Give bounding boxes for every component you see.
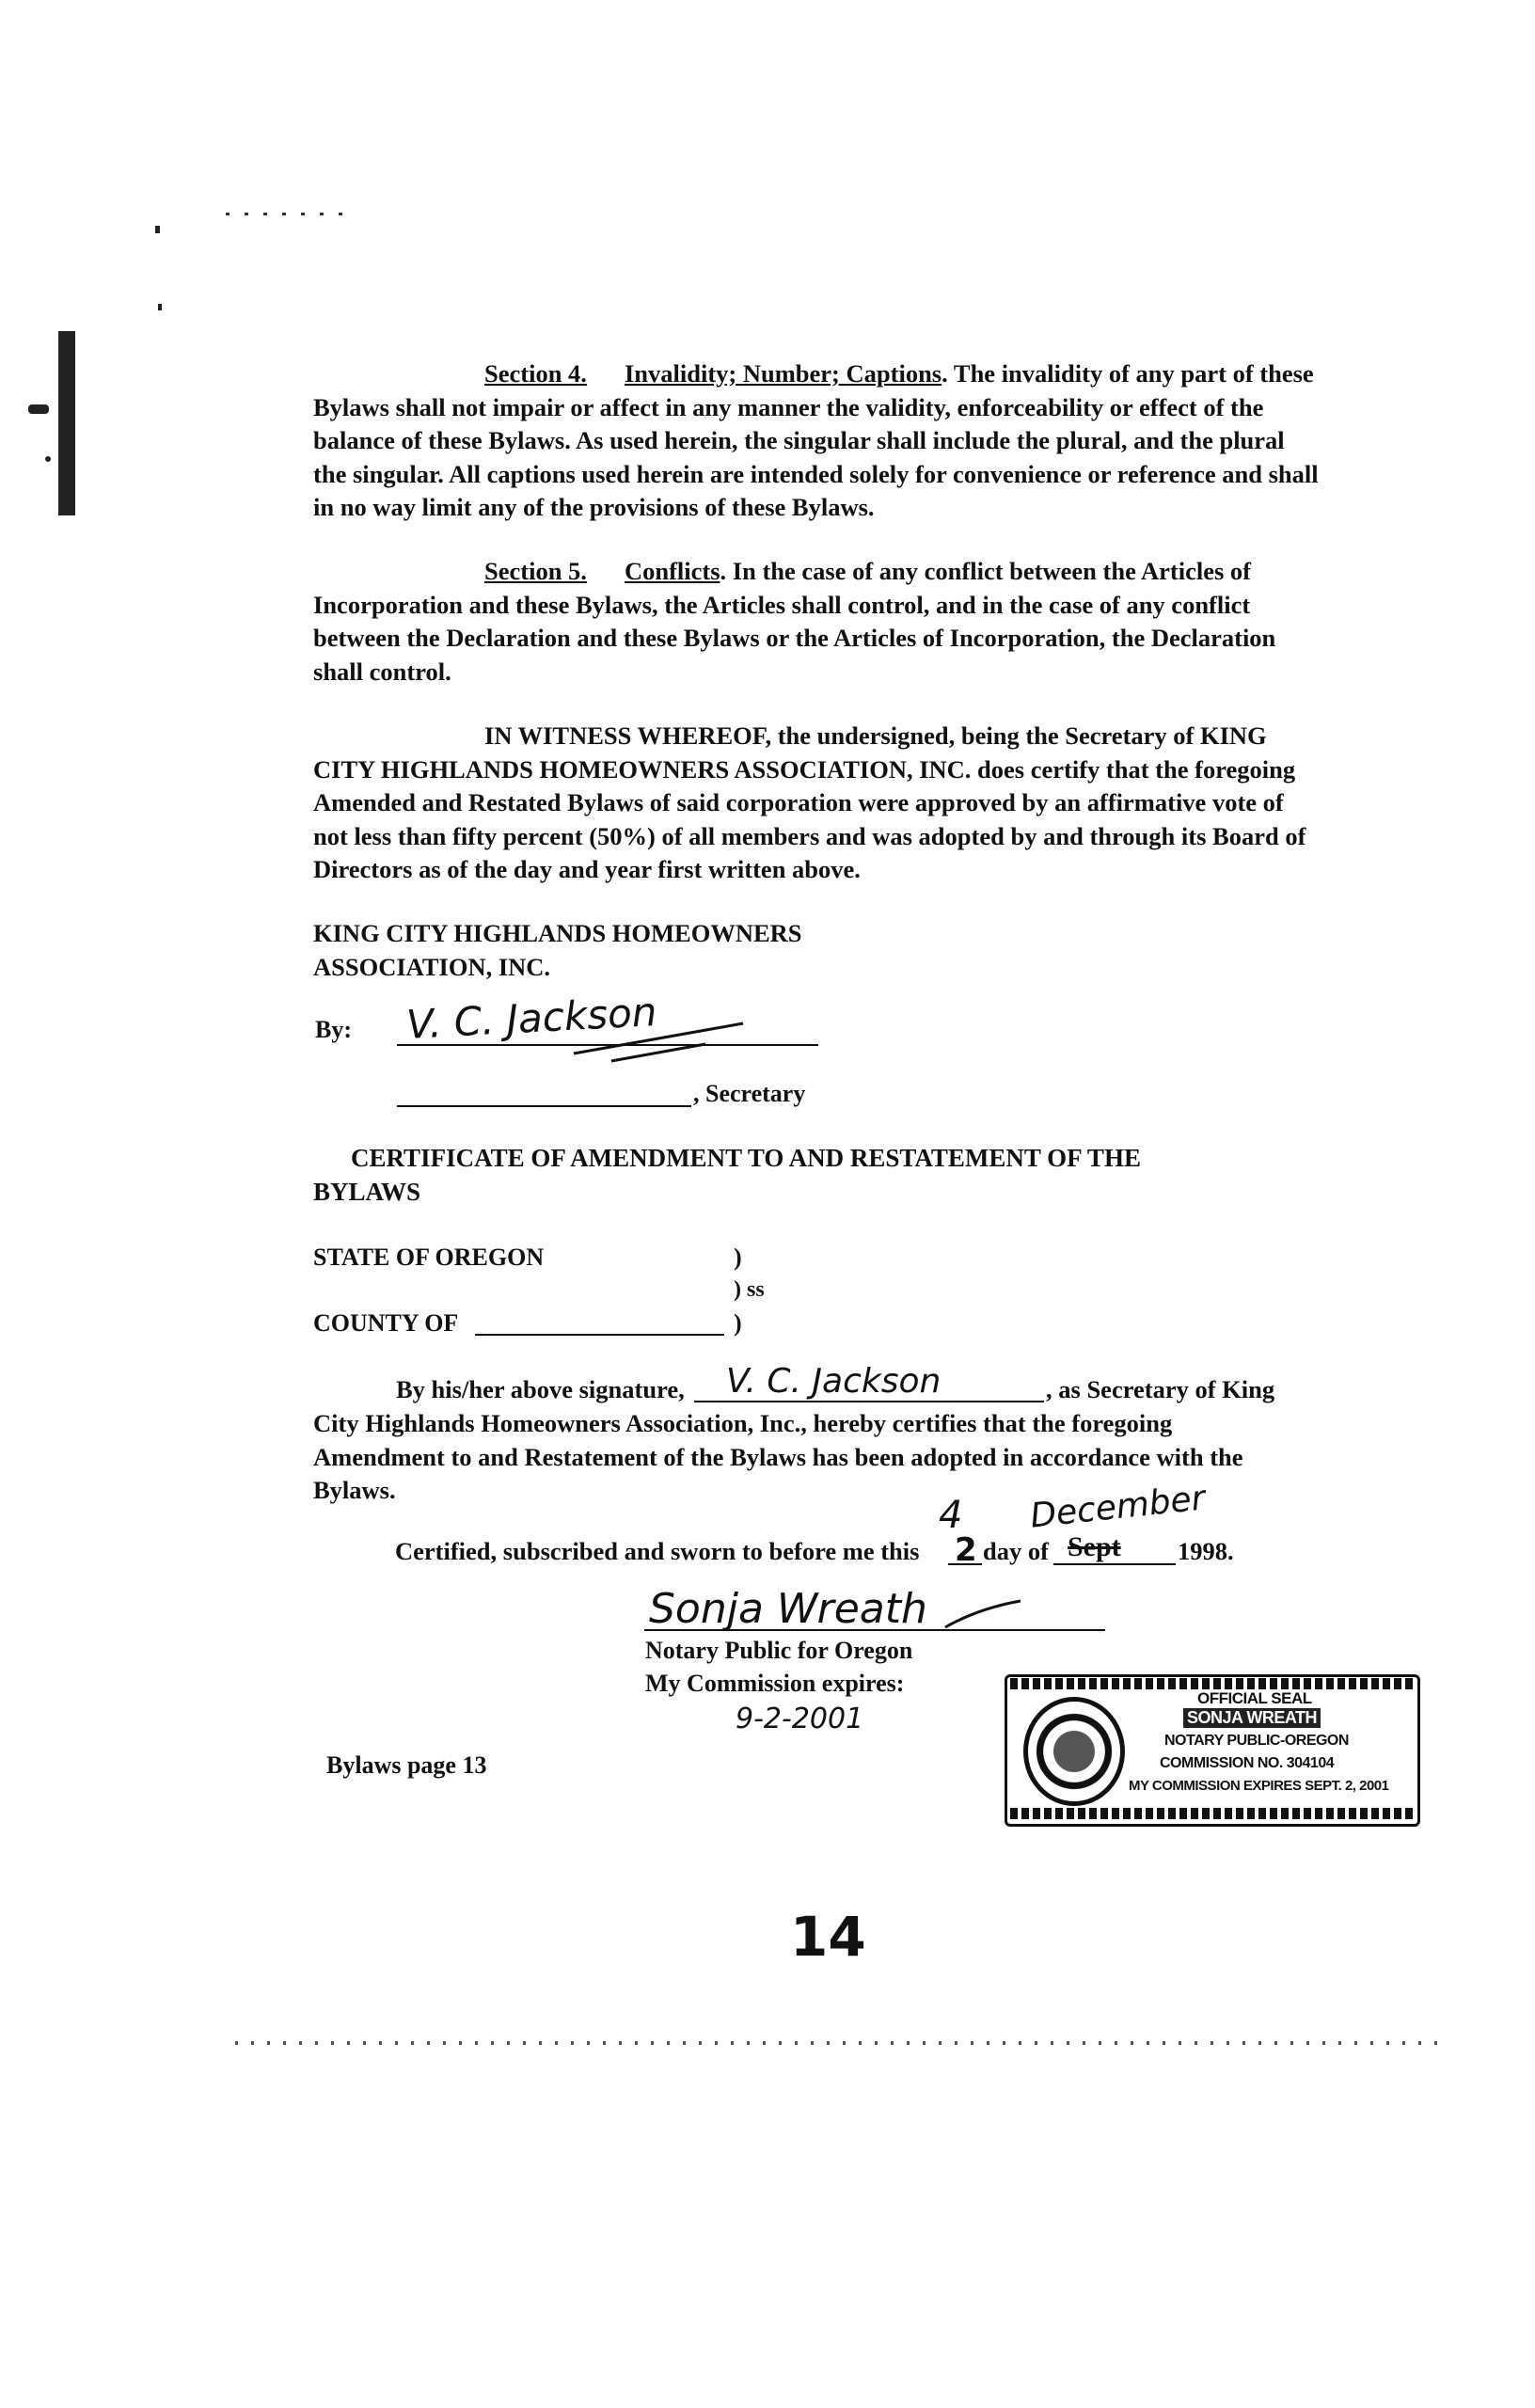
witness-text: IN WITNESS WHEREOF, the undersigned, being the Secretary of KING CITY HIGHLANDS HOMEOWNERS ASSOCIATION, INC. does certify that the foregoing Amended and Restated Bylaws of said corporation were approved by an affirmative vote of not less than fifty percent (50%) of all members and was adopted by and through its Board of Directors as of the day and year first written above. [313,721,1306,883]
witness-paragraph [313,720,1320,887]
certified-text-b: day of [983,1537,1049,1565]
month-line [1053,1563,1176,1565]
seal-line-3: NOTARY PUBLIC-OREGON [1164,1733,1349,1749]
month-struck: Sept [1068,1531,1121,1562]
section-5-title: Conflicts [624,557,720,585]
secretary-title: , Secretary [693,1080,806,1107]
section-5-paragraph [313,555,1320,689]
signer-name-handwritten: V. C. Jackson [726,1362,942,1401]
certificate-heading [313,1141,1141,1209]
day-struck: 2 [955,1531,977,1569]
section-4-title: Invalidity; Number; Captions [624,359,942,388]
scan-artifact-dot [45,456,51,462]
day-handwritten: 4 [939,1494,963,1537]
seal-emblem [1023,1697,1125,1806]
seal-line-2: SONJA WREATH [1183,1708,1321,1728]
notary-seal [1005,1674,1418,1825]
seal-line-5: MY COMMISSION EXPIRES SEPT. 2, 2001 [1129,1778,1389,1794]
county-label: COUNTY OF [313,1309,459,1337]
certified-year: 1998. [1178,1537,1234,1565]
scan-artifact-dot [28,404,49,414]
section-5-label: Section 5. [484,557,587,585]
by-label: By: [315,1016,352,1043]
seal-border-bottom [1010,1808,1413,1819]
cert-secretary-text: , as Secretary of King [1046,1375,1275,1403]
venue-paren-3: ) [734,1309,742,1337]
secretary-signature: V. C. Jackson [404,989,658,1048]
section-4-label: Section 4. [484,359,587,388]
scan-artifact-bar [58,331,75,515]
association-line-2: ASSOCIATION, INC. [313,952,551,981]
cert-by-text: By his/her above signature, [396,1375,685,1403]
cert-line-1 [313,1373,685,1407]
scan-artifact-dot [155,226,160,233]
bylaws-page-label: Bylaws page 13 [326,1751,487,1779]
seal-line-1: OFFICIAL SEAL [1197,1689,1312,1707]
cert-body: City Highlands Homeowners Association, Inc., hereby certifies that the foregoing Amendment to and Restatement of the Bylaws has been adopted in accordance with the Bylaws. [313,1409,1243,1504]
certificate-heading-line-1: CERTIFICATE OF AMENDMENT TO AND RESTATEMENT OF THE [351,1144,1141,1172]
commission-label: My Commission expires: [645,1670,905,1697]
state-label: STATE OF OREGON [313,1244,545,1271]
scan-artifact-dots [226,213,357,215]
section-5-text: . In the case of any conflict between the Articles of Incorporation and these Bylaws, the Articles shall control, and in the case of any conflict between the Declaration and these Bylaws or the Articles of Incorporation, the Declaration shall control. [313,557,1276,686]
association-name [313,917,802,984]
scan-artifact-dots [235,2041,1439,2045]
section-4-text: . The invalidity of any part of these Bylaws shall not impair or affect in any manner the validity, enforceability or effect of the balance of these Bylaws. As used herein, the singular shall include the plural, and the plural the singular. All captions used herein are intended solely for convenience or reference and shall in no way limit any of the provisions of these Bylaws. [313,359,1319,521]
seal-line-4: COMMISSION NO. 304104 [1160,1755,1335,1771]
commission-expiry: 9-2-2001 [736,1703,864,1735]
venue-paren-1: ) [734,1244,742,1271]
county-blank-line [475,1334,724,1336]
day-line [948,1563,982,1565]
notary-title: Notary Public for Oregon [645,1637,913,1664]
certified-text-a: Certified, subscribed and sworn to before me this [395,1537,920,1565]
notary-signature-flourish [941,1590,1025,1637]
association-line-1: KING CITY HIGHLANDS HOMEOWNERS [313,919,802,947]
section-4-paragraph [313,357,1320,525]
page-number-handwritten: 14 [790,1905,866,1969]
month-handwritten: December [1028,1479,1208,1536]
signer-name-line [694,1401,1044,1402]
seal-border-top [1010,1678,1413,1689]
notary-signature: Sonja Wreath [649,1585,927,1633]
certificate-heading-line-2: BYLAWS [313,1178,421,1206]
scan-artifact-dot [158,304,162,310]
venue-ss: ) ss [734,1277,765,1302]
secretary-title-line [397,1105,691,1107]
signature-flourish [564,1016,752,1072]
